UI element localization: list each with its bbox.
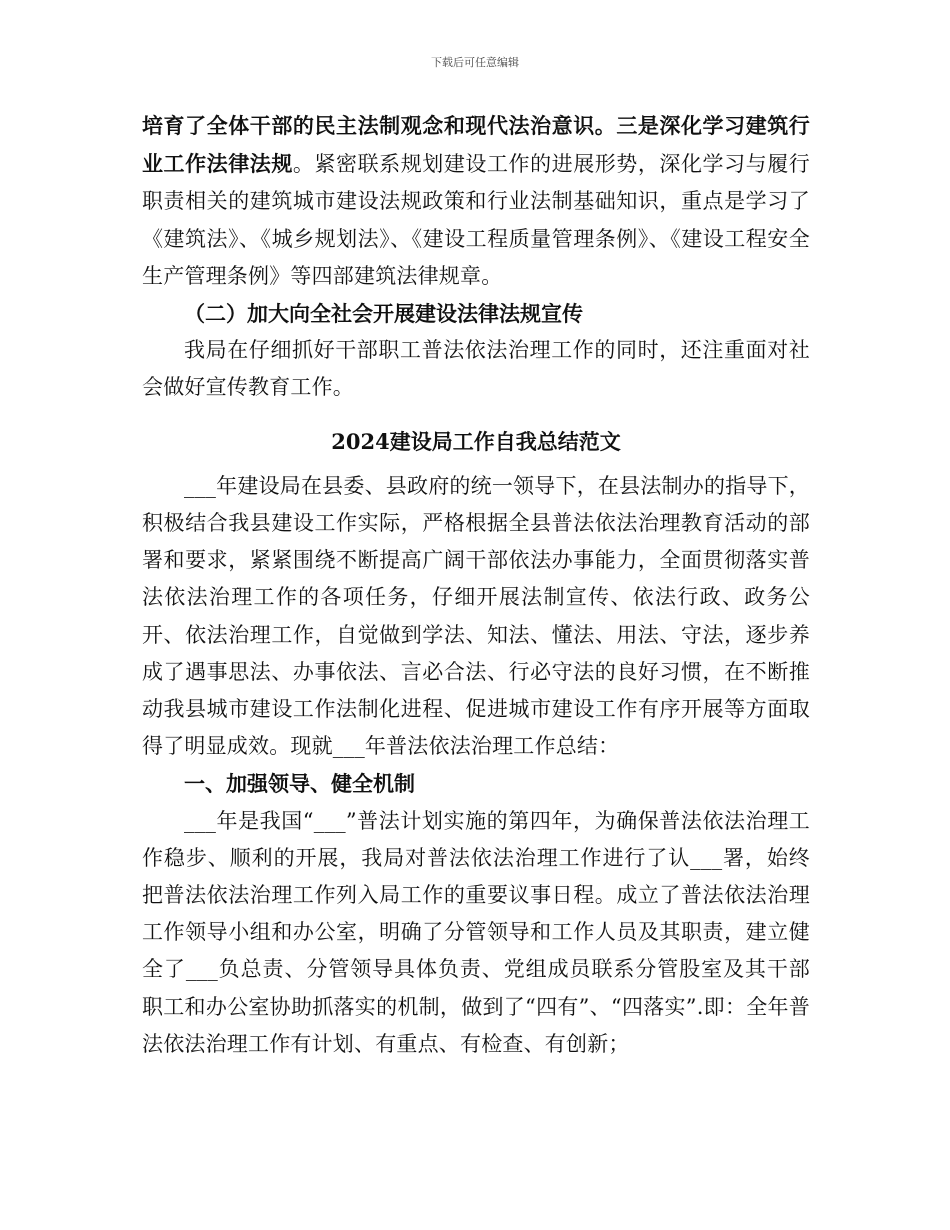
article-title: 2024建设局工作自我总结范文 xyxy=(331,428,621,454)
paragraph: ___年建设局在县委、县政府的统一领导下，在县法制办的指导下，积极结合我县建设工作实际，严格根据全县普法依法治理教育活动的部署和要求，紧紧围绕不断提高广阔干部依法办事能力，全面贯彻落实普法依法治理工作的各项任务，仔细开展法制宣传、依法行政、政务公开、依法治理工作，自觉做到学法、知法、懂法、用法、守法，逐步养成了遇事思法、办事依法、言必合法、行必守法的良好习惯，在不断推动我县城市建设工作法制化进程、促进城市建设工作有序开展等方面取得了明显成效。现就___年普法依法治理工作总结： xyxy=(142,473,810,759)
page-header: 下载后可任意编辑 xyxy=(431,56,519,69)
paragraph-continued xyxy=(142,107,810,295)
paragraph-text: 。紧密联系规划建设工作的进展形势，深化学习与履行职责相关的建筑城市建设法规政策和行业法制基础知识，重点是学习了《建筑法》、《城乡规划法》、《建设工程质量管理条例》、《建设工程安全生产管理条例》等四部建筑法律规章。 xyxy=(142,152,810,288)
bold-lead-text: 培育了全体干部的民主法制观念和现代法治意识。三是深化学习建筑行业工作法律法规 xyxy=(142,113,810,177)
paragraph: ___年是我国“___”普法计划实施的第四年，为确保普法依法治理工作稳步、顺利的开展，我局对普法依法治理工作进行了认___署，始终把普法依法治理工作列入局工作的重要议事日程。成立了普法依法治理工作领导小组和办公室，明确了分管领导和工作人员及其职责，建立健全了___负总责、分管领导具体负责、党组成员联系分管股室及其干部职工和办公室协助抓落实的机制，做到了“四有”、“四落实”.即：全年普法依法治理工作有计划、有重点、有检查、有创新； xyxy=(142,808,810,1056)
section-heading-1: 一、加强领导、健全机制 xyxy=(184,771,415,797)
paragraph: 我局在仔细抓好干部职工普法依法治理工作的同时，还注重面对社会做好宣传教育工作。 xyxy=(142,338,810,400)
document-body xyxy=(142,107,810,1063)
section-heading-2: （二）加大向全社会开展建设法律法规宣传 xyxy=(184,301,583,327)
